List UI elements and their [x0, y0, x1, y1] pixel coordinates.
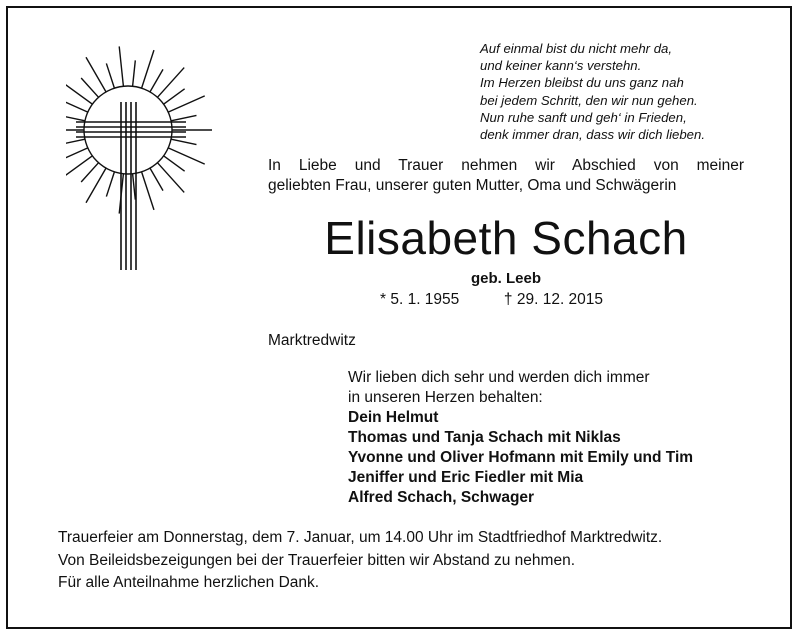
poem-line: Nun ruhe sanft und geh‘ in Frieden, [480, 109, 687, 125]
cross-ray [168, 96, 205, 112]
cross-ray [164, 89, 185, 104]
poem-line: denk immer dran, dass wir dich lieben. [480, 127, 706, 143]
cross-ray [142, 172, 154, 210]
closing-notes [58, 527, 662, 595]
cross-ray [171, 139, 196, 144]
cross-halo [84, 86, 172, 174]
family-member: Alfred Schach, Schwager [348, 489, 535, 506]
cross-ray [66, 102, 88, 113]
radiant-cross-icon [66, 42, 226, 272]
intro-line: geliebten Frau, unserer guten Mutter, Oma und Schwägerin [268, 177, 677, 194]
cross-ray [81, 163, 98, 182]
cross-ray [133, 60, 136, 86]
family-member: Dein Helmut [348, 409, 439, 426]
family-message-line: in unseren Herzen behalten: [348, 389, 543, 406]
cross-ray [66, 81, 92, 105]
cross-ray [168, 148, 205, 164]
family-block [348, 368, 693, 508]
family-member: Jeniffer und Eric Fiedler mit Mia [348, 469, 584, 486]
poem-line: Auf einmal bist du nicht mehr da, [480, 41, 673, 56]
cross-ray [81, 78, 98, 97]
deceased-name: Elisabeth Schach [324, 212, 688, 264]
poem-line: Im Herzen bleibst du uns ganz nah [480, 75, 684, 91]
birth-date: * 5. 1. 1955 [380, 291, 460, 308]
cross-ray [66, 156, 92, 180]
family-member: Yvonne und Oliver Hofmann mit Emily und Tim [348, 449, 694, 466]
cross-ray [119, 46, 123, 86]
cross-ray [164, 156, 185, 171]
cross-ray [150, 69, 163, 92]
family-message-line: Wir lieben dich sehr und werden dich immer [348, 369, 650, 386]
intro-line: In Liebe und Trauer nehmen wir Abschied von meiner [268, 157, 744, 174]
poem-line: bei jedem Schritt, den wir nun gehen. [480, 92, 698, 108]
life-dates [380, 291, 603, 309]
intro-text [268, 156, 744, 196]
cross-ray [142, 50, 154, 88]
maiden-name: geb. Leeb [470, 270, 541, 287]
family-member: Thomas und Tanja Schach mit Niklas [348, 429, 621, 446]
place: Marktredwitz [268, 332, 356, 349]
closing-line: Von Beileidsbezeigungen bei der Trauerfeier bitten wir Abstand zu nehmen. [58, 551, 576, 569]
cross-ray [66, 113, 85, 121]
cross-ray [66, 148, 88, 159]
cross-ray [66, 139, 85, 147]
cross-ray [106, 63, 114, 88]
cross-ray [133, 174, 136, 200]
death-date: † 29. 12. 2015 [503, 291, 604, 308]
closing-line: Trauerfeier am Donnerstag, dem 7. Januar, um 14.00 Uhr im Stadtfriedhof Marktredwitz. [58, 529, 663, 546]
closing-line: Für alle Anteilnahme herzlichen Dank. [58, 574, 320, 591]
poem-line: und keiner kann‘s verstehn. [480, 58, 642, 74]
cross-ray [106, 172, 114, 197]
cross-ray [171, 115, 196, 120]
cross-ray [150, 168, 163, 191]
poem [480, 40, 780, 143]
